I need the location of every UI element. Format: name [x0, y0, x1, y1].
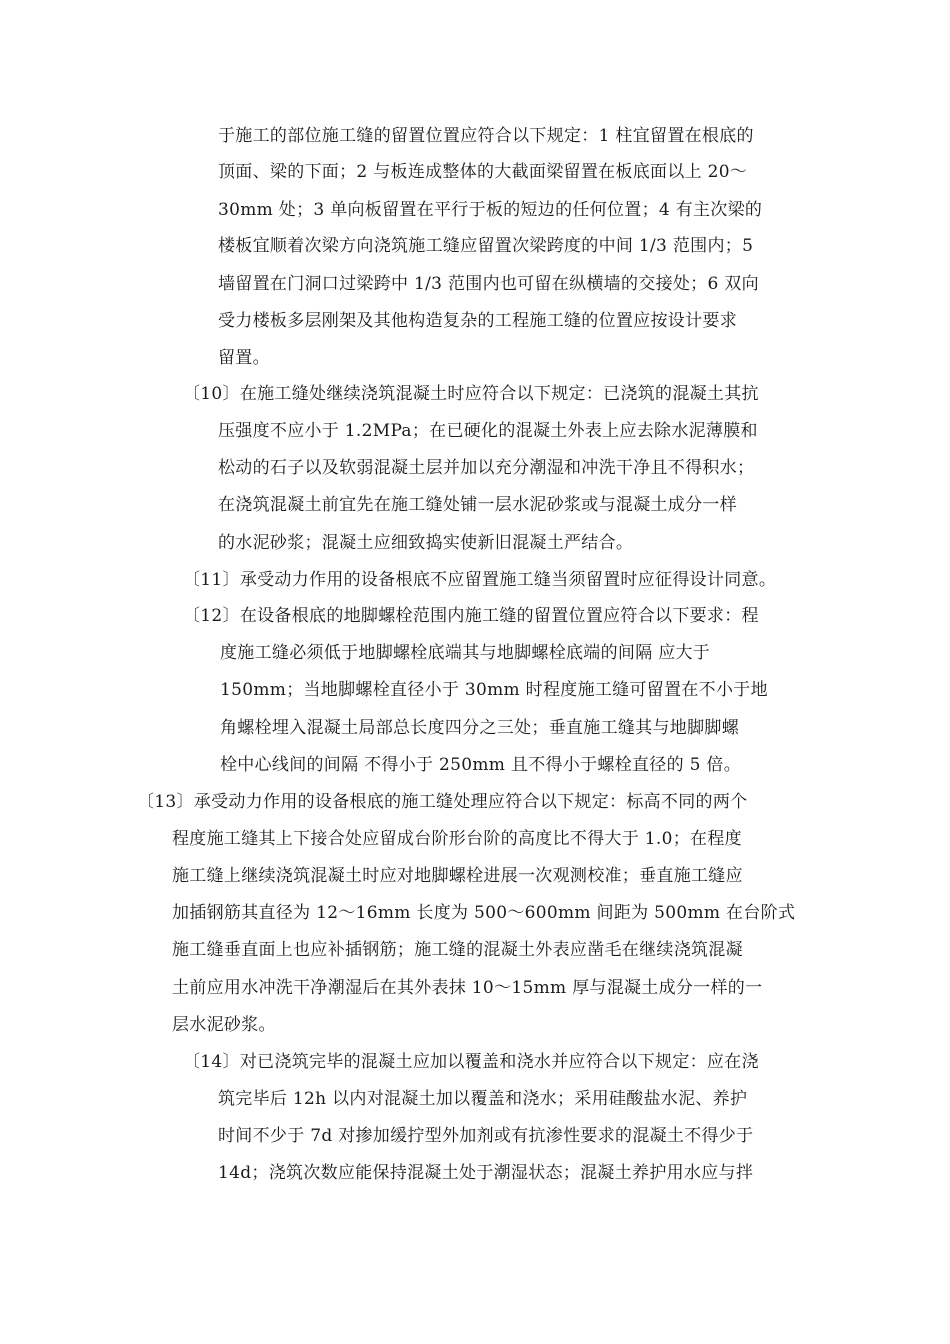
text-line: 施工缝垂直面上也应补插钢筋；施工缝的混凝土外表应凿毛在继续浇筑混凝: [172, 940, 743, 960]
text-line: 〔10〕在施工缝处继续浇筑混凝土时应符合以下规定：已浇筑的混凝土其抗: [183, 384, 759, 404]
text-line: 留置。: [218, 348, 270, 368]
text-line: 压强度不应小于 1.2MPa；在已硬化的混凝土外表上应去除水泥薄膜和: [218, 421, 758, 441]
text-line: 度施工缝必须低于地脚螺栓底端其与地脚螺栓底端的间隔 应大于: [220, 643, 711, 663]
text-line: 〔12〕在设备根底的地脚螺栓范围内施工缝的留置位置应符合以下要求：程: [183, 606, 759, 626]
text-line: 〔13〕承受动力作用的设备根底的施工缝处理应符合以下规定：标高不同的两个: [137, 792, 748, 812]
text-line: 筑完毕后 12h 以内对混凝土加以覆盖和浇水；采用硅酸盐水泥、养护: [218, 1089, 748, 1109]
text-line: 程度施工缝其上下接合处应留成台阶形台阶的高度比不得大于 1.0；在程度: [172, 829, 742, 849]
text-line: 栓中心线间的间隔 不得小于 250mm 且不得小于螺栓直径的 5 倍。: [220, 755, 742, 775]
text-line: 14d；浇筑次数应能保持混凝土处于潮湿状态；混凝土养护用水应与拌: [218, 1163, 754, 1183]
text-line: 受力楼板多层刚架及其他构造复杂的工程施工缝的位置应按设计要求: [218, 311, 737, 331]
text-line: 松动的石子以及软弱混凝土层并加以充分潮湿和冲洗干净且不得积水；: [218, 458, 755, 478]
text-line: 墙留置在门洞口过梁跨中 1/3 范围内也可留在纵横墙的交接处；6 双向: [218, 274, 759, 294]
text-line: 于施工的部位施工缝的留置位置应符合以下规定：1 柱宜留置在根底的: [218, 126, 754, 146]
text-line: 施工缝上继续浇筑混凝土时应对地脚螺栓进展一次观测校准；垂直施工缝应: [172, 866, 743, 886]
text-line: 楼板宜顺着次梁方向浇筑施工缝应留置次梁跨度的中间 1/3 范围内；5: [218, 236, 754, 256]
text-line: 时间不少于 7d 对掺加缓拧型外加剂或有抗渗性要求的混凝土不得少于: [218, 1126, 754, 1146]
text-line: 〔11〕承受动力作用的设备根底不应留置施工缝当须留置时应征得设计同意。: [183, 570, 777, 590]
text-line: 顶面、梁的下面；2 与板连成整体的大截面梁留置在板底面以上 20～: [218, 162, 748, 182]
text-line: 30mm 处；3 单向板留置在平行于板的短边的任何位置；4 有主次梁的: [218, 200, 763, 220]
text-line: 150mm；当地脚螺栓直径小于 30mm 时程度施工缝可留置在不小于地: [220, 680, 768, 700]
text-line: 加插钢筋其直径为 12～16mm 长度为 500～600mm 间距为 500mm 在台阶式: [172, 903, 796, 923]
text-line: 在浇筑混凝土前宜先在施工缝处铺一层水泥砂浆或与混凝土成分一样: [218, 495, 737, 515]
text-line: 〔14〕对已浇筑完毕的混凝土应加以覆盖和浇水并应符合以下规定：应在浇: [183, 1052, 759, 1072]
text-line: 土前应用水冲洗干净潮湿后在其外表抹 10～15mm 厚与混凝土成分一样的一: [172, 978, 763, 998]
text-line: 层水泥砂浆。: [172, 1015, 276, 1035]
text-line: 的水泥砂浆；混凝土应细致捣实使新旧混凝土严结合。: [218, 533, 634, 553]
text-line: 角螺栓埋入混凝土局部总长度四分之三处；垂直施工缝其与地脚脚螺: [220, 718, 739, 738]
